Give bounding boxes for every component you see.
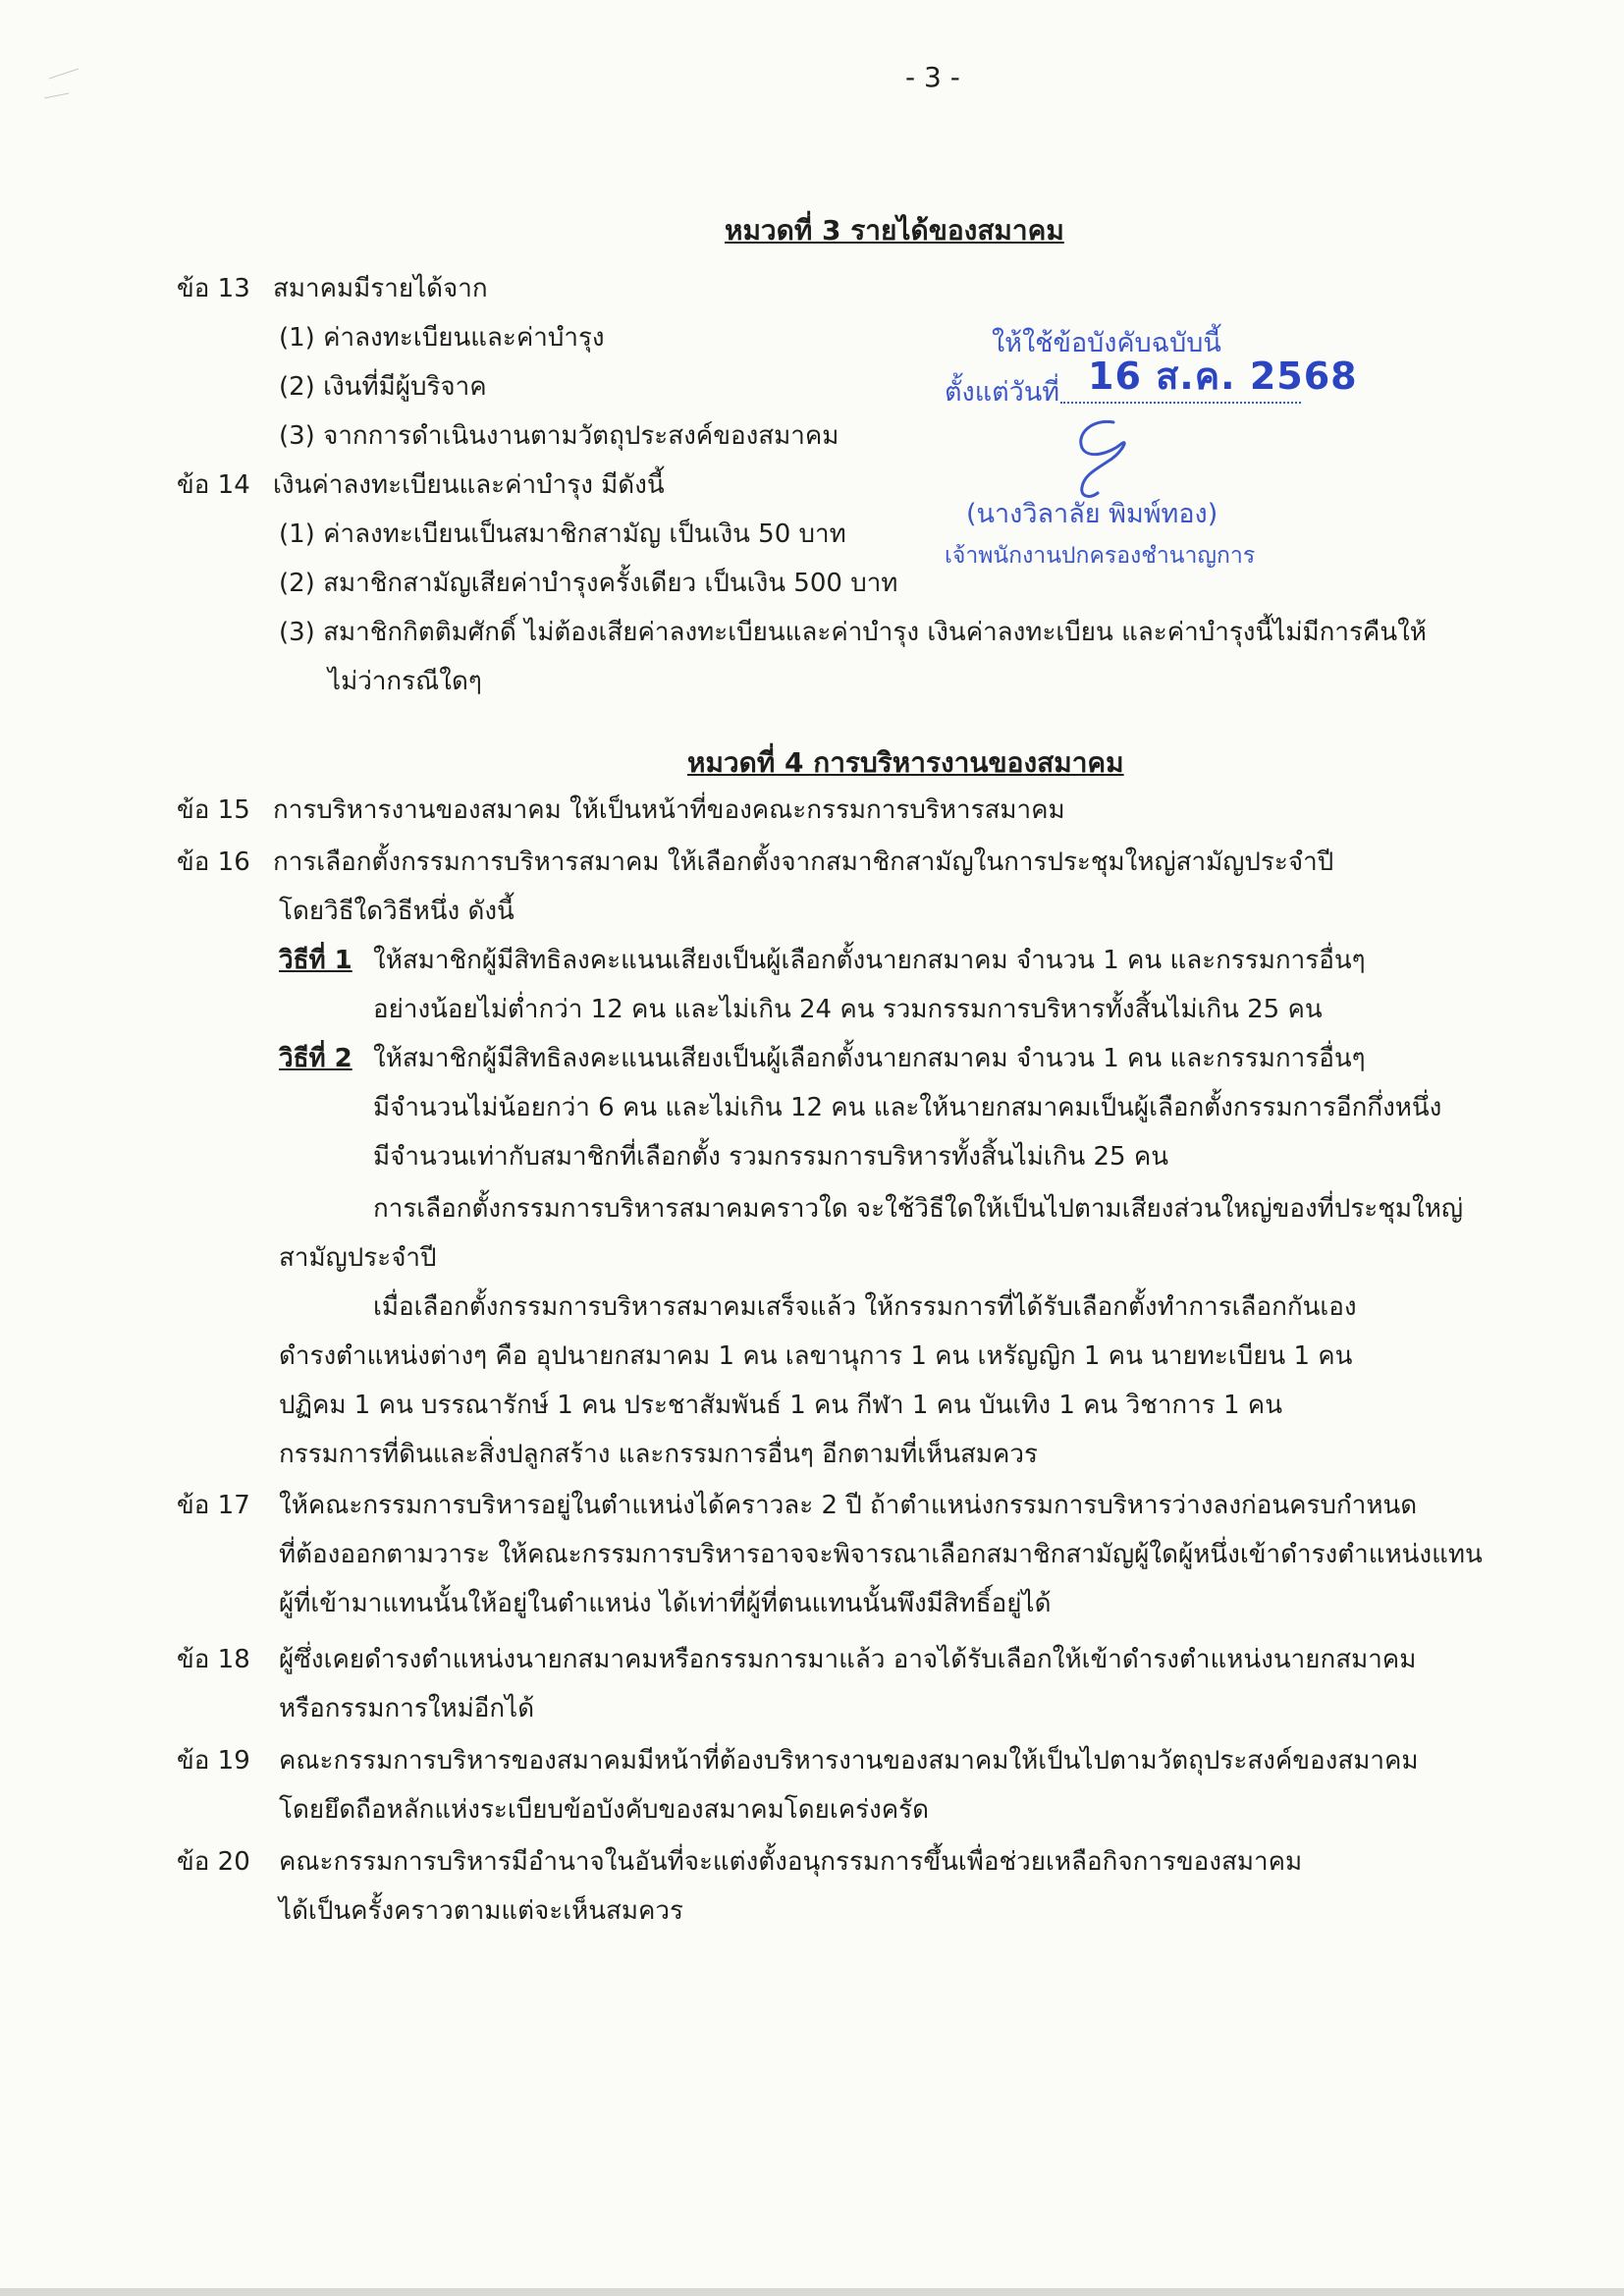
- clause-20-line-1: คณะกรรมการบริหารมีอำนาจในอันที่จะแต่งตั้งอนุกรรมการขึ้นเพื่อช่วยเหลือกิจการของสมาคม: [279, 1847, 1303, 1877]
- method-2-line-1: ให้สมาชิกผู้มีสิทธิลงคะแนนเสียงเป็นผู้เลือกตั้งนายกสมาคม จำนวน 1 คน และกรรมการอื่นๆ: [373, 1044, 1366, 1073]
- stamp-line-1: ให้ใช้ข้อบังคับฉบับนี้: [992, 328, 1221, 358]
- clause-14-item-3: (3) สมาชิกกิตติมศักดิ์ ไม่ต้องเสียค่าลงทะเบียนและค่าบำรุง เงินค่าลงทะเบียน และค่าบำรุงนี้ไม่มีการคืนให้: [279, 618, 1427, 647]
- clause-18-line-2: หรือกรรมการใหม่อีกได้: [279, 1694, 535, 1723]
- clause-16-para-2-line-2: สามัญประจำปี: [279, 1243, 437, 1273]
- clause-16-para-2-line-1: การเลือกตั้งกรรมการบริหารสมาคมคราวใด จะใช้วิธีใดให้เป็นไปตามเสียงส่วนใหญ่ของที่ประชุมใหญ่: [373, 1194, 1464, 1224]
- clause-13-item-2: (2) เงินที่มีผู้บริจาค: [279, 372, 487, 402]
- clause-18-line-1: ผู้ซึ่งเคยดำรงตำแหน่งนายกสมาคมหรือกรรมการมาแล้ว อาจได้รับเลือกให้เข้าดำรงตำแหน่งนายกสมาคม: [279, 1645, 1417, 1674]
- clause-16-line-1: การเลือกตั้งกรรมการบริหารสมาคม ให้เลือกตั้งจากสมาชิกสามัญในการประชุมใหญ่สามัญประจำปี: [273, 847, 1334, 877]
- method-2-line-2: มีจำนวนไม่น้อยกว่า 6 คน และไม่เกิน 12 คน และให้นายกสมาคมเป็นผู้เลือกตั้งกรรมการอีกกึ่งหนึ่ง: [373, 1093, 1442, 1122]
- page-number: - 3 -: [905, 61, 960, 93]
- clause-20-label: ข้อ 20: [177, 1847, 250, 1877]
- clause-19-line-2: โดยยึดถือหลักแห่งระเบียบข้อบังคับของสมาคมโดยเคร่งครัด: [279, 1795, 929, 1825]
- clause-15-label: ข้อ 15: [177, 795, 250, 825]
- clause-14-item-3-cont: ไม่ว่ากรณีใดๆ: [328, 667, 482, 696]
- stamp-name: (นางวิลาลัย พิมพ์ทอง): [966, 499, 1218, 529]
- clause-17-line-1: ให้คณะกรรมการบริหารอยู่ในตำแหน่งได้คราวละ 2 ปี ถ้าตำแหน่งกรรมการบริหารว่างลงก่อนครบกำหนด: [279, 1491, 1418, 1520]
- clause-14-text: เงินค่าลงทะเบียนและค่าบำรุง มีดังนี้: [273, 470, 665, 500]
- stamp-position: เจ้าพนักงานปกครองชำนาญการ: [945, 543, 1256, 569]
- scan-speck: [39, 59, 98, 118]
- clause-13-item-1: (1) ค่าลงทะเบียนและค่าบำรุง: [279, 323, 605, 353]
- scan-edge: [0, 2288, 1624, 2296]
- clause-17-line-2: ที่ต้องออกตามวาระ ให้คณะกรรมการบริหารอาจจะพิจารณาเลือกสมาชิกสามัญผู้ใดผู้หนึ่งเข้าดำรงตำแหน่งแทน: [279, 1540, 1483, 1569]
- clause-16-line-2: โดยวิธีใดวิธีหนึ่ง ดังนี้: [279, 897, 514, 926]
- clause-14-label: ข้อ 14: [177, 470, 250, 500]
- clause-13-text: สมาคมมีรายได้จาก: [273, 274, 488, 303]
- method-1-label: วิธีที่ 1: [279, 946, 352, 975]
- chapter-4-heading: หมวดที่ 4 การบริหารงานของสมาคม: [687, 746, 1124, 779]
- clause-19-line-1: คณะกรรมการบริหารของสมาคมมีหน้าที่ต้องบริหารงานของสมาคมให้เป็นไปตามวัตถุประสงค์ของสมาคม: [279, 1746, 1419, 1776]
- clause-14-item-2: (2) สมาชิกสามัญเสียค่าบำรุงครั้งเดียว เป็นเงิน 500 บาท: [279, 569, 898, 598]
- clause-17-label: ข้อ 17: [177, 1491, 250, 1520]
- signature-mark: [1062, 414, 1141, 503]
- stamp-date: 16 ส.ค. 2568: [1088, 355, 1358, 398]
- clause-17-line-3: ผู้ที่เข้ามาแทนนั้นให้อยู่ในตำแหน่ง ได้เท่าที่ผู้ที่ตนแทนนั้นพึงมีสิทธิ์อยู่ได้: [279, 1589, 1052, 1618]
- method-1-line-1: ให้สมาชิกผู้มีสิทธิลงคะแนนเสียงเป็นผู้เลือกตั้งนายกสมาคม จำนวน 1 คน และกรรมการอื่นๆ: [373, 946, 1366, 975]
- clause-19-label: ข้อ 19: [177, 1746, 250, 1776]
- chapter-3-heading: หมวดที่ 3 รายได้ของสมาคม: [725, 214, 1064, 246]
- clause-16-para-3-line-2: ดำรงตำแหน่งต่างๆ คือ อุปนายกสมาคม 1 คน เลขานุการ 1 คน เหรัญญิก 1 คน นายทะเบียน 1 คน: [279, 1341, 1353, 1371]
- clause-16-para-3-line-3: ปฏิคม 1 คน บรรณารักษ์ 1 คน ประชาสัมพันธ์ 1 คน กีฬา 1 คน บันเทิง 1 คน วิชาการ 1 คน: [279, 1391, 1282, 1420]
- method-2-label: วิธีที่ 2: [279, 1044, 352, 1073]
- clause-16-label: ข้อ 16: [177, 847, 250, 877]
- clause-13-item-3: (3) จากการดำเนินงานตามวัตถุประสงค์ของสมาคม: [279, 421, 839, 451]
- clause-18-label: ข้อ 18: [177, 1645, 250, 1674]
- stamp-date-line: [1060, 402, 1301, 404]
- stamp-line-2-prefix: ตั้งแต่วันที่: [945, 377, 1060, 408]
- clause-20-line-2: ได้เป็นครั้งคราวตามแต่จะเห็นสมควร: [279, 1896, 683, 1926]
- clause-16-para-3-line-4: กรรมการที่ดินและสิ่งปลูกสร้าง และกรรมการอื่นๆ อีกตามที่เห็นสมควร: [279, 1440, 1038, 1469]
- clause-14-item-1: (1) ค่าลงทะเบียนเป็นสมาชิกสามัญ เป็นเงิน 50 บาท: [279, 519, 846, 549]
- clause-15-text: การบริหารงานของสมาคม ให้เป็นหน้าที่ของคณะกรรมการบริหารสมาคม: [273, 795, 1065, 825]
- method-2-line-3: มีจำนวนเท่ากับสมาชิกที่เลือกตั้ง รวมกรรมการบริหารทั้งสิ้นไม่เกิน 25 คน: [373, 1142, 1169, 1172]
- method-1-line-2: อย่างน้อยไม่ต่ำกว่า 12 คน และไม่เกิน 24 คน รวมกรรมการบริหารทั้งสิ้นไม่เกิน 25 คน: [373, 995, 1323, 1024]
- clause-16-para-3-line-1: เมื่อเลือกตั้งกรรมการบริหารสมาคมเสร็จแล้ว ให้กรรมการที่ได้รับเลือกตั้งทำการเลือกกันเอง: [373, 1292, 1357, 1322]
- clause-13-label: ข้อ 13: [177, 274, 250, 303]
